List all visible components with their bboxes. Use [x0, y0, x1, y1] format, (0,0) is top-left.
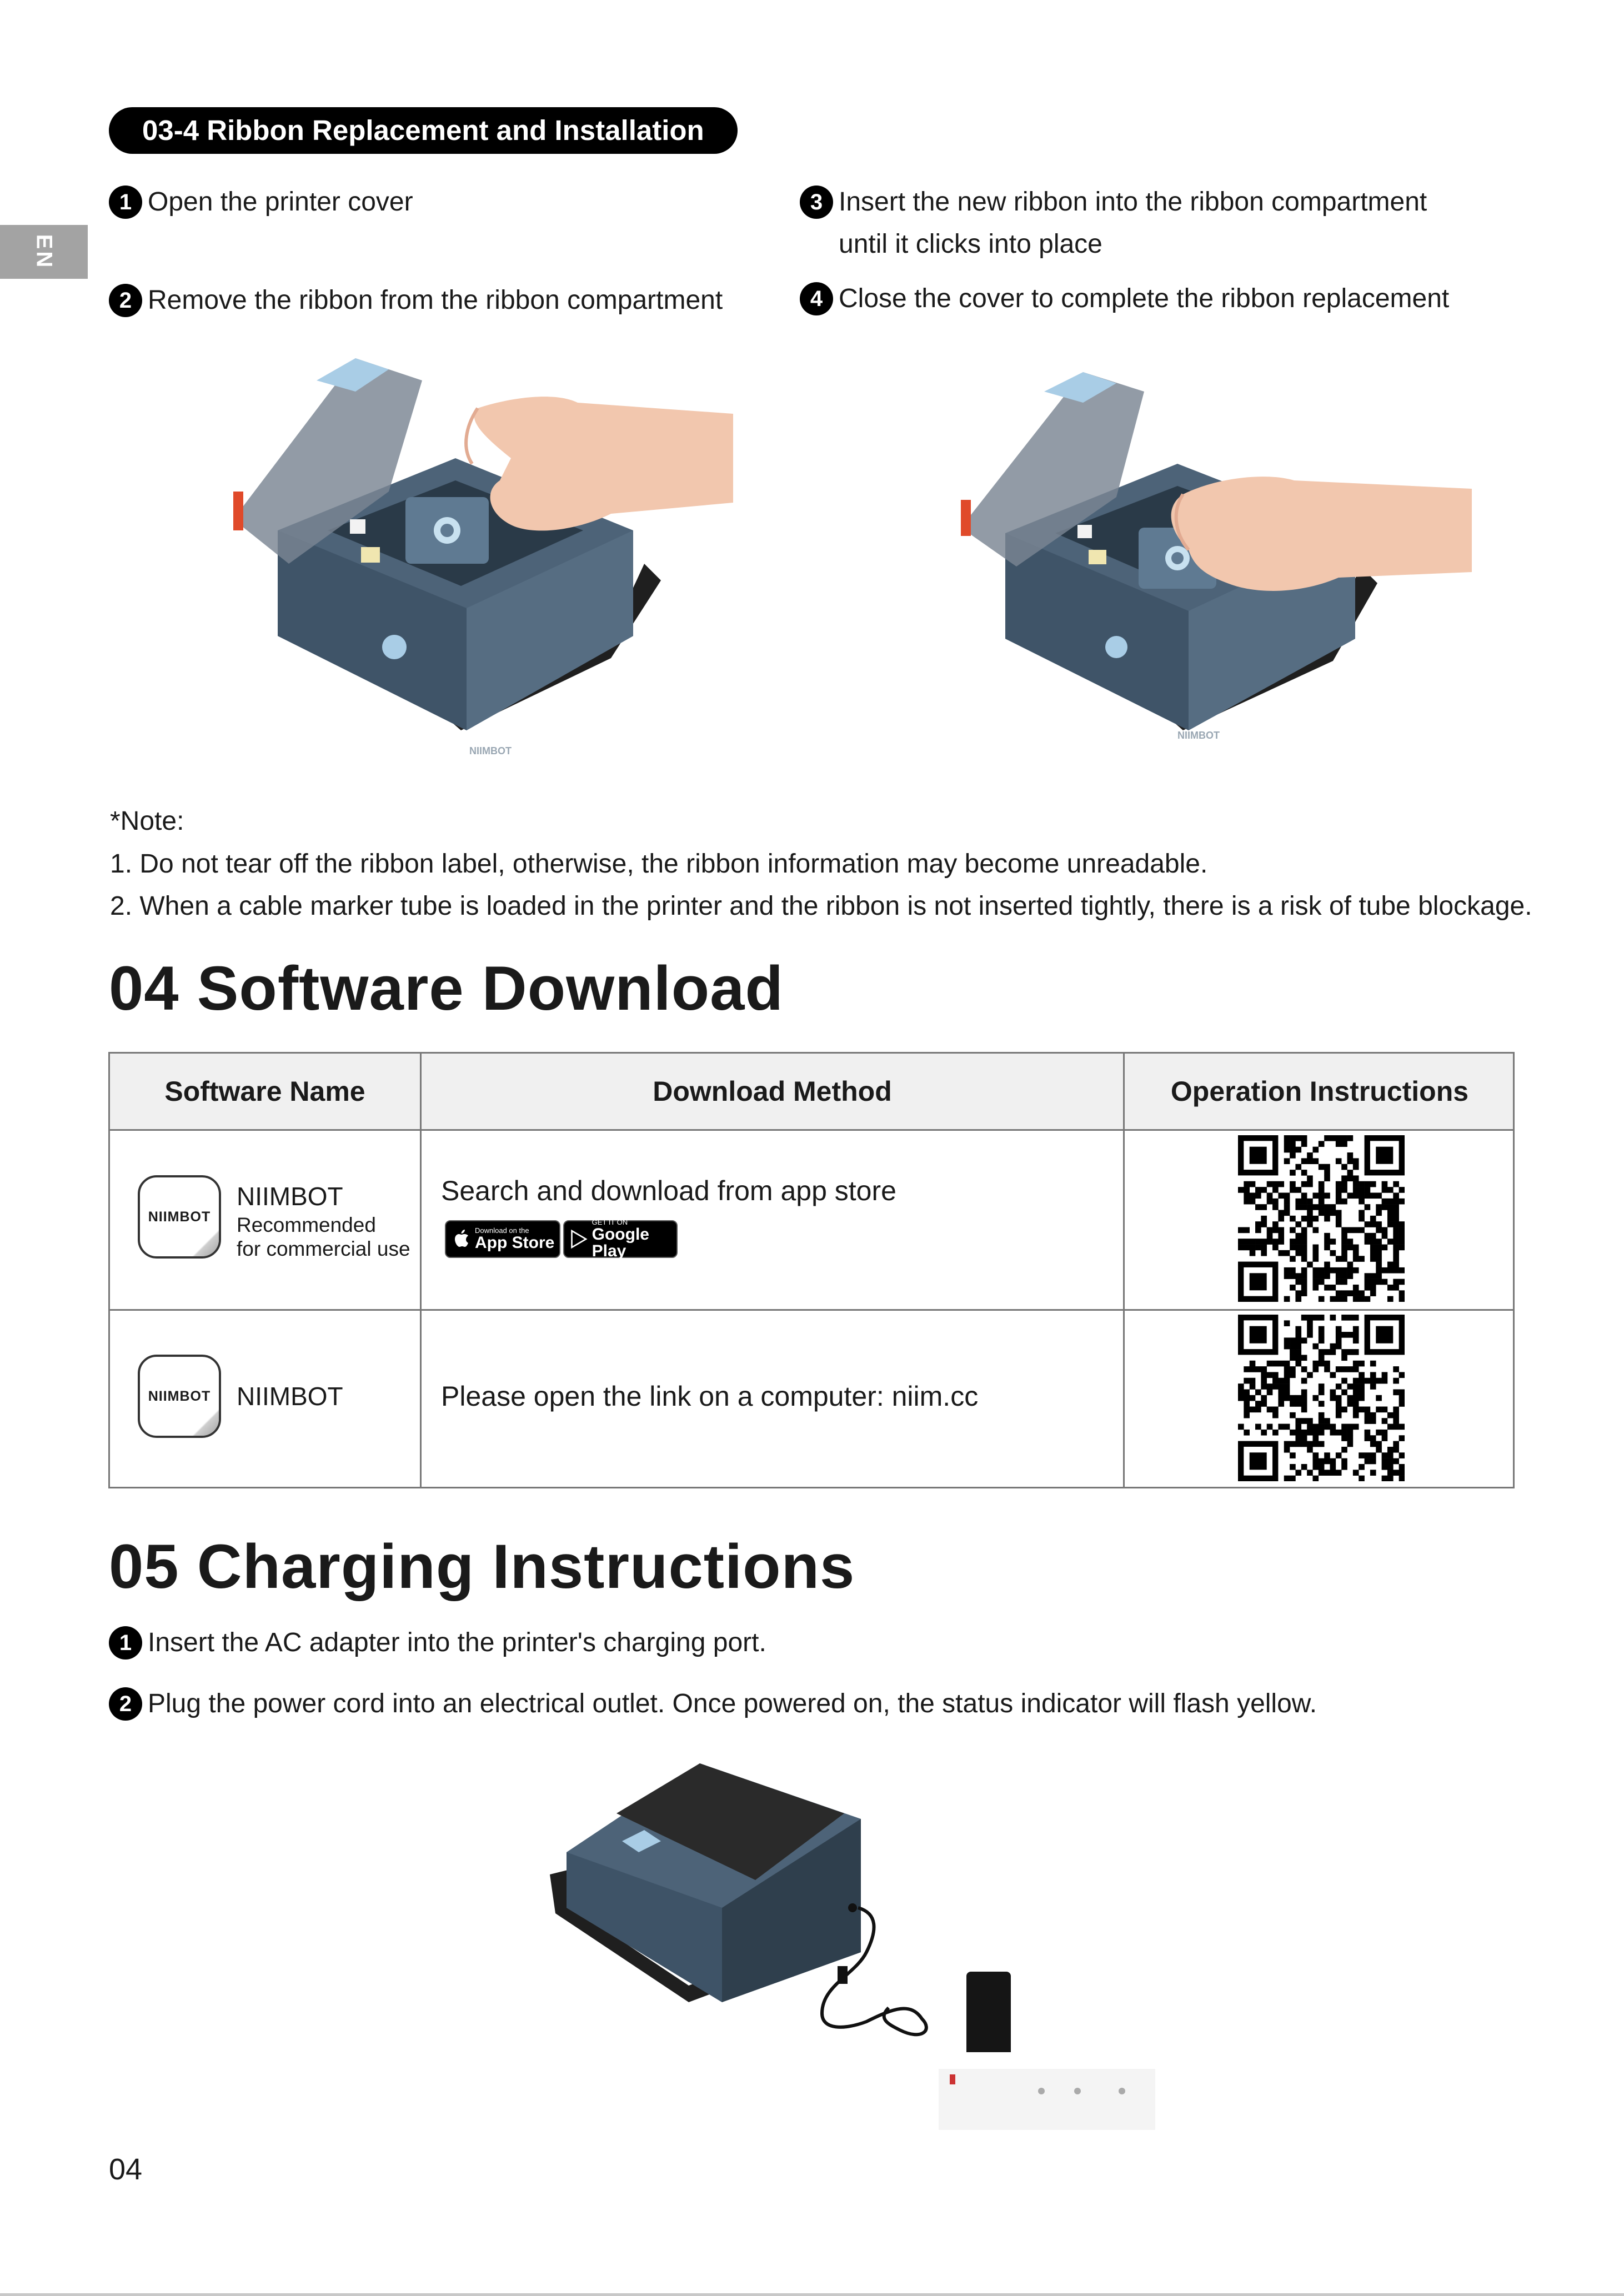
google-play-badge[interactable]: [563, 1220, 678, 1258]
app-subtitle-line1: Recommended: [237, 1214, 376, 1236]
charging-step-1: [109, 1622, 766, 1664]
app-subtitle-line2: for commercial use: [237, 1237, 410, 1260]
step-number-2: 2: [109, 1687, 142, 1721]
printer-charging-image: [533, 1741, 1166, 2130]
printer-open-remove-ribbon-image: [222, 347, 778, 769]
niimbot-app-icon: [138, 1175, 221, 1259]
app-store-small-text: Download on the: [475, 1226, 529, 1235]
google-play-big-text: Google Play: [592, 1225, 649, 1260]
niimbot-app-icon: [138, 1355, 221, 1438]
note-heading: *Note:: [110, 806, 184, 836]
app-icon-text: NIIMBOT: [148, 1388, 211, 1404]
download-link-text: Please open the link on a computer: niim.cc: [441, 1381, 979, 1412]
download-method-text: Search and download from app store: [441, 1175, 896, 1206]
ribbon-step-2: [109, 279, 723, 322]
step-number-1: 1: [109, 1626, 142, 1660]
ribbon-step-1: [109, 181, 413, 223]
charging-instructions-title: 05 Charging Instructions: [109, 1532, 855, 1601]
apple-icon: [454, 1229, 470, 1249]
software-table: [108, 1052, 1515, 1488]
note-item-2: 2. When a cable marker tube is loaded in the printer and the ribbon is not inserted tightly, there is a risk of tube blockage.: [110, 891, 1532, 921]
charging-step-2: [109, 1683, 1317, 1725]
header-software-name: Software Name: [164, 1076, 365, 1107]
table-divider: [110, 1309, 1513, 1311]
app-name: NIIMBOT: [237, 1382, 343, 1411]
ribbon-step-3-line2: until it clicks into place: [839, 229, 1102, 259]
step-number-2: 2: [109, 284, 142, 317]
step-number-3: 3: [800, 186, 833, 219]
app-store-badge[interactable]: [445, 1220, 560, 1258]
app-store-big-text: App Store: [475, 1234, 555, 1252]
page-number: 04: [109, 2153, 143, 2186]
play-triangle-icon: [570, 1228, 588, 1250]
ribbon-step-4-text: Close the cover to complete the ribbon replacement: [839, 284, 1450, 313]
language-tab-label: EN: [32, 234, 57, 270]
note-item-1: 1. Do not tear off the ribbon label, otherwise, the ribbon information may become unreadable.: [110, 849, 1208, 879]
app-icon-text: NIIMBOT: [148, 1209, 211, 1225]
ribbon-step-3: [800, 181, 1427, 265]
header-download-method: Download Method: [653, 1076, 892, 1107]
google-play-small-text: GET IT ON: [592, 1218, 628, 1226]
step-number-4: 4: [800, 282, 833, 315]
printer-brand-text-1: NIIMBOT: [469, 745, 512, 756]
charging-step-2-text: Plug the power cord into an electrical outlet. Once powered on, the status indicator will flash yellow.: [148, 1689, 1317, 1718]
ribbon-step-4: [800, 278, 1449, 320]
ribbon-step-3-line1: Insert the new ribbon into the ribbon compartment: [839, 187, 1427, 217]
qr-code-icon[interactable]: [1238, 1135, 1405, 1302]
language-tab: [0, 225, 88, 279]
step-number-1: 1: [109, 186, 142, 219]
section-heading-ribbon: 03-4 Ribbon Replacement and Installation: [109, 107, 738, 154]
footer-divider: [0, 2293, 1624, 2296]
header-operation-instructions: Operation Instructions: [1170, 1076, 1469, 1107]
software-download-title: 04 Software Download: [109, 954, 784, 1023]
ribbon-step-2-text: Remove the ribbon from the ribbon compartment: [148, 285, 723, 315]
printer-open-insert-ribbon-image: [955, 361, 1488, 769]
qr-code-icon[interactable]: [1238, 1315, 1405, 1481]
ribbon-step-1-text: Open the printer cover: [148, 187, 413, 217]
app-name: NIIMBOT: [237, 1182, 343, 1211]
printer-brand-text-2: NIIMBOT: [1177, 730, 1220, 741]
charging-step-1-text: Insert the AC adapter into the printer's charging port.: [148, 1628, 766, 1657]
